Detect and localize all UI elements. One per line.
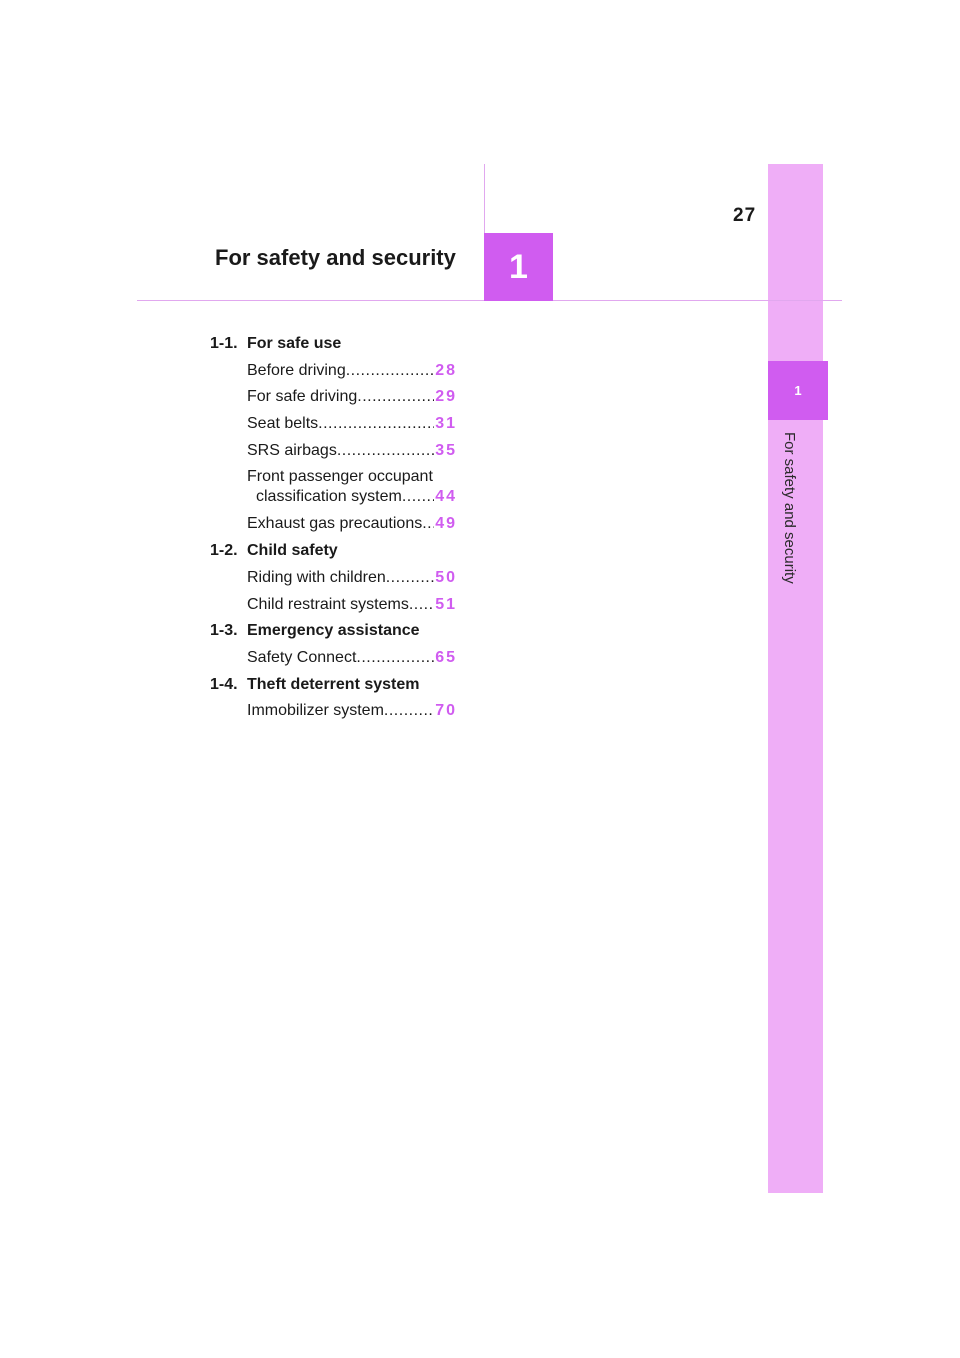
toc-entry[interactable]	[247, 387, 457, 414]
leader-dots	[422, 514, 434, 541]
entry-label: Riding with children	[247, 568, 386, 586]
entry-label: SRS airbags	[247, 441, 337, 459]
section-number: 1-1.	[210, 335, 238, 352]
section-title: Theft deterrent system	[247, 675, 420, 693]
toc-section[interactable]	[210, 334, 470, 361]
entry-page: 65	[435, 648, 457, 666]
entry-page: 51	[435, 595, 457, 613]
entry-label: Immobilizer system	[247, 702, 384, 720]
entry-page: 28	[435, 361, 457, 379]
section-title: For safe use	[247, 335, 342, 352]
toc-section[interactable]	[210, 621, 470, 648]
section-title: Emergency assistance	[247, 622, 420, 640]
page-title: For safety and security	[215, 245, 456, 270]
entry-page: 44	[435, 488, 457, 506]
entry-label-continued: classification system	[256, 488, 402, 506]
entry-label: Seat belts	[247, 415, 319, 433]
section-number: 1-4.	[210, 675, 238, 693]
toc-entry[interactable]	[247, 595, 457, 622]
toc-section[interactable]	[210, 675, 470, 702]
toc-entry[interactable]	[247, 414, 457, 441]
toc-entry[interactable]	[247, 568, 457, 595]
entry-label: Front passenger occupant	[247, 468, 433, 486]
entry-label: Child restraint systems	[247, 595, 409, 613]
leader-dots	[409, 595, 434, 622]
section-number: 1-3.	[210, 622, 238, 640]
leader-dots	[318, 414, 434, 441]
toc-entry[interactable]	[247, 467, 457, 514]
table-of-contents	[210, 334, 470, 728]
chapter-number-box: 1	[484, 233, 553, 301]
entry-page: 29	[435, 388, 457, 406]
entry-page: 49	[435, 515, 457, 533]
toc-section[interactable]	[210, 541, 470, 568]
entry-label: Before driving	[247, 361, 346, 379]
entry-label: Safety Connect	[247, 648, 357, 666]
section-number: 1-2.	[210, 542, 238, 560]
side-chapter-tab[interactable]: 1	[768, 361, 828, 420]
entry-page: 70	[435, 702, 457, 720]
leader-dots	[357, 387, 434, 414]
toc-entry[interactable]	[247, 648, 457, 675]
page-number: 27	[733, 205, 757, 226]
entry-page: 31	[435, 415, 457, 433]
side-chapter-label: For safety and security	[781, 432, 798, 584]
section-title: Child safety	[247, 542, 338, 560]
toc-entry[interactable]	[247, 441, 457, 468]
entry-label: For safe driving	[247, 388, 358, 406]
side-band	[768, 164, 823, 1193]
leader-dots	[402, 487, 434, 507]
leader-dots	[384, 701, 434, 728]
leader-dots	[337, 441, 434, 468]
leader-dots	[346, 361, 434, 388]
leader-dots	[356, 648, 434, 675]
entry-label: Exhaust gas precautions	[247, 515, 423, 533]
leader-dots	[386, 568, 434, 595]
entry-page: 35	[435, 441, 457, 459]
header-vertical-rule	[484, 164, 485, 236]
toc-entry[interactable]	[247, 514, 457, 541]
toc-entry[interactable]	[247, 701, 457, 728]
entry-page: 50	[435, 568, 457, 586]
toc-entry[interactable]	[247, 361, 457, 388]
